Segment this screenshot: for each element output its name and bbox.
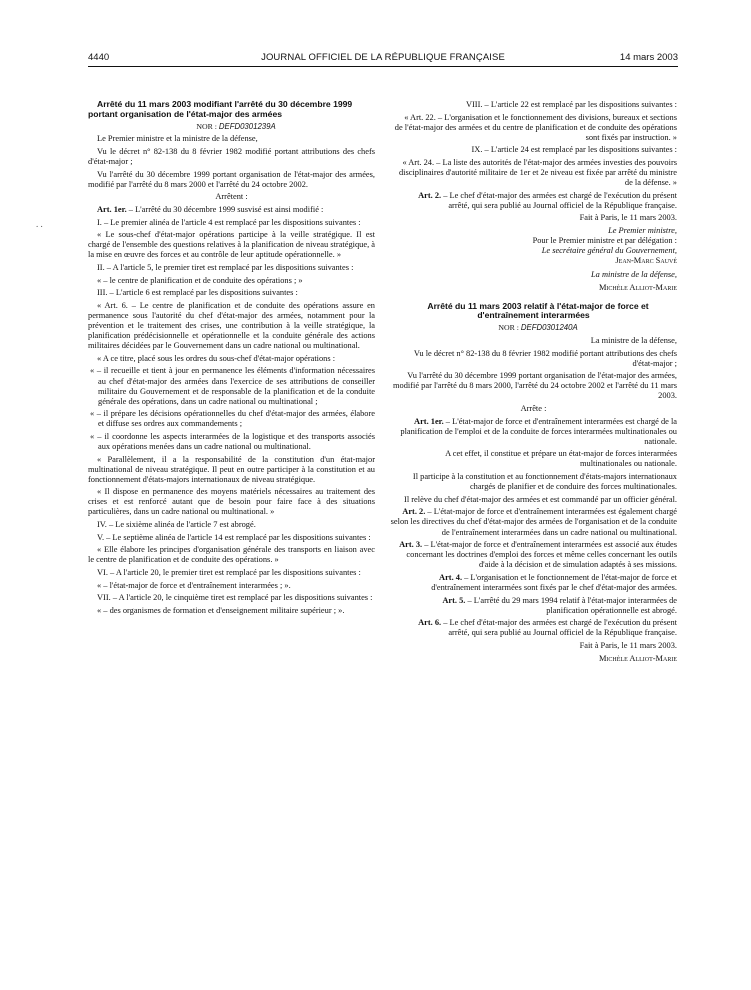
signature-2: Michèle Alliot-Marie [598, 653, 677, 663]
nor-line-2: NOR : DEFD0301240A [498, 323, 578, 333]
left-column [88, 100, 375, 619]
decree-title-1: Arrêté du 11 mars 2003 modifiant l'arrêté du 30 décembre 1999 portant organisation de l'état-major des armées [88, 99, 353, 119]
paragraph: VIII. – L'article 22 est remplacé par les dispositions suivantes : [465, 100, 677, 109]
journal-title: JOURNAL OFFICIEL DE LA RÉPUBLIQUE FRANÇAISE [261, 52, 505, 63]
pm-delegation: Pour le Premier ministre et par délégation : [532, 236, 677, 246]
quote-dash: « – il coordonne les aspects interarmées de la logistique et des transports associés aux opérations menées dans un cadre national ou multinational. [90, 431, 375, 451]
quote: « Art. 6. – Le centre de planification et de conduite des opérations assure en permanence sous l'autorité du chef d'état-major des armées, notamment pour la prévention et le traitement des crises, une contribution à la veille stratégique, la planification prédécisionnelle et opérationnelle et la conduite générale des actions militaires décidées par le Gouvernement dans un cadre national ou multinational. [88, 301, 375, 351]
paragraph: IX. – L'article 24 est remplacé par les dispositions suivantes : [471, 145, 677, 155]
pm-label: Le Premier ministre, [608, 226, 677, 236]
page-number: 4440 [88, 52, 110, 63]
arretent: Arrêtent : [215, 192, 248, 202]
paragraph: I. – Le premier alinéa de l'article 4 est remplacé par les dispositions suivantes : [97, 217, 361, 227]
nor-code-1: DEFD0301239A [218, 121, 276, 131]
quote-dash: « – il recueille et tient à jour en permanence les éléments d'information nécessaires au chef d'état-major des armées dans l'exercice de ses attributions de conseiller militaire du Gouvernement et de responsable de la planification et de la conduite générale des opérations, dans un cadre national ou multinational ; [90, 366, 375, 406]
article-1b: Art. 1er. – L'état-major de force et d'entraînement interarmées est chargé de la planification de l'emploi et de la conduite de forces interarmées multinationales ou nationale. [400, 416, 677, 446]
paragraph: Il participe à la constitution et au fonctionnement d'états-majors internationaux chargés de planifier et de conduire des forces multinationales. [412, 472, 677, 492]
paragraph: La ministre de la défense, [590, 335, 677, 345]
paragraph: Vu l'arrêté du 30 décembre 1999 portant organisation de l'état-major des armées, modifié par l'arrêté du 8 mars 2000 et l'arrêté du 24 octobre 2002. [88, 169, 375, 189]
arrete: Arrête : [520, 404, 547, 414]
quote: « – des organismes de formation et d'enseignement militaire supérieur ; ». [97, 606, 345, 615]
paragraph: VII. – A l'article 20, le cinquième tiret est remplacé par les dispositions suivantes : [97, 593, 373, 603]
quote: « Le sous-chef d'état-major opérations participe à la veille stratégique. Il est chargé de l'ensemble des questions relatives à la planification de niveau stratégique, à la mise en œuvre des forces et au contrôle de leur aptitude opérationnelle. » [88, 230, 375, 260]
quote: « Il dispose en permanence des moyens matériels nécessaires au traitement des crises et est renforcé autant que de besoin pour faire face à des situations particulières, dans un cadre national ou multinational. » [88, 487, 375, 517]
paragraph: V. – Le septième alinéa de l'article 14 est remplacé par les dispositions suivantes : [97, 532, 371, 542]
paragraph: Il relève du chef d'état-major des armées et est commandé par un officier général. [404, 494, 677, 504]
article-1: Art. 1er. – L'arrêté du 30 décembre 1999 susvisé est ainsi modifié : [97, 205, 324, 215]
article-3b: Art. 3. – L'état-major de force et d'entraînement interarmées est associé aux études concernant les doctrines d'emploi des forces et même celles concernant les outils d'aide à la décision et de simulation adaptés à ses missions. [399, 540, 677, 570]
quote: « – l'état-major de force et d'entraînement interarmées ; ». [97, 580, 291, 590]
done-at-1: Fait à Paris, le 11 mars 2003. [579, 213, 677, 223]
issue-date: 14 mars 2003 [619, 52, 678, 63]
quote: « Art. 22. – L'organisation et le fonctionnement des divisions, bureaux et sections de l'état-major des armées et du centre de planification et de conduite des opérations sont fixés par instruction. » [394, 112, 677, 142]
paragraph: III. – L'article 6 est remplacé par les dispositions suivantes : [97, 288, 298, 298]
sg-label: Le secrétaire général du Gouvernement, [541, 246, 677, 256]
quote: « A ce titre, placé sous les ordres du sous-chef d'état-major opérations : [97, 353, 336, 363]
quote: « Parallèlement, il a la responsabilité de la constitution d'un état-major multinational de niveau stratégique. Il peut en outre participer à la constitution et au fonctionnement d'états-majors internationaux de niveau stratégique. [88, 454, 375, 484]
right-column [390, 100, 677, 666]
paragraph: Le Premier ministre et la ministre de la défense, [97, 134, 258, 144]
article-6b: Art. 6. – Le chef d'état-major des armées est chargé de l'exécution du présent arrêté, qui sera publié au Journal officiel de la République française. [418, 618, 677, 638]
margin-dots: . . [36, 219, 43, 229]
quote: « Elle élabore les principes d'organisation générale des transports en liaison avec le centre de planification et de conduite des opérations. » [88, 545, 375, 565]
paragraph: II. – A l'article 5, le premier tiret est remplacé par les dispositions suivantes : [97, 263, 354, 273]
article-4b: Art. 4. – L'organisation et le fonctionnement de l'état-major de force et d'entraînement interarmées sont fixés par le chef d'état-major des armées. [431, 572, 677, 592]
paragraph: Vu le décret n° 82-138 du 8 février 1982 modifié portant attributions des chefs d'état-major ; [88, 147, 375, 167]
nor-code-2: DEFD0301240A [520, 323, 578, 333]
signature-block-1 [390, 226, 677, 266]
minister-signature: Michèle Alliot-Marie [598, 282, 677, 292]
quote: « Art. 24. – La liste des autorités de l'état-major des armées investies des pouvoirs disciplinaires d'autorité militaire de 1er et 2e niveau est fixée par arrêté du ministre de la défense. » [398, 158, 677, 188]
quote: « – le centre de planification et de conduite des opérations ; » [97, 275, 303, 285]
paragraph: VI. – A l'article 20, le premier tiret est remplacé par les dispositions suivantes : [97, 568, 361, 578]
article-2b: Art. 2. – L'état-major de force et d'entraînement interarmées est également chargé selon les directives du chef d'état-major des armées de l'organisation et de la conduite de l'entraînement interarmées dans un cadre national ou multinational. [390, 507, 677, 537]
paragraph: Vu le décret n° 82-138 du 8 février 1982 modifié portant attributions des chefs d'état-major ; [413, 348, 677, 368]
quote-dash: « – il prépare les décisions opérationnelles du chef d'état-major des armées, élabore et diffuse ses ordres aux commandements ; [90, 409, 375, 429]
header-rule [88, 66, 678, 67]
article-5b: Art. 5. – L'arrêté du 29 mars 1994 relatif à l'état-major interarmées de planification opérationnelle est abrogé. [442, 595, 677, 615]
paragraph: Vu l'arrêté du 30 décembre 1999 portant organisation de l'état-major des armées, modifié par l'arrêté du 8 mars 2000, l'arrêté du 24 octobre 2002 et l'arrêté du 11 mars 2003. [393, 371, 677, 401]
minister-label: La ministre de la défense, [591, 270, 677, 280]
sg-signature: Jean-Marc Sauvé [615, 256, 677, 266]
nor-line-1: NOR : DEFD0301239A [196, 121, 276, 131]
article-2: Art. 2. – Le chef d'état-major des armées est chargé de l'exécution du présent arrêté, qui sera publié au Journal officiel de la République française. [418, 190, 677, 210]
paragraph: A cet effet, il constitue et prépare un état-major de forces interarmées multinationales ou nationale. [445, 449, 677, 469]
done-at-2: Fait à Paris, le 11 mars 2003. [579, 640, 677, 650]
decree-title-2: Arrêté du 11 mars 2003 relatif à l'état-major de force et d'entraînement interarmées [427, 300, 649, 321]
paragraph: IV. – Le sixième alinéa de l'article 7 est abrogé. [97, 520, 256, 530]
